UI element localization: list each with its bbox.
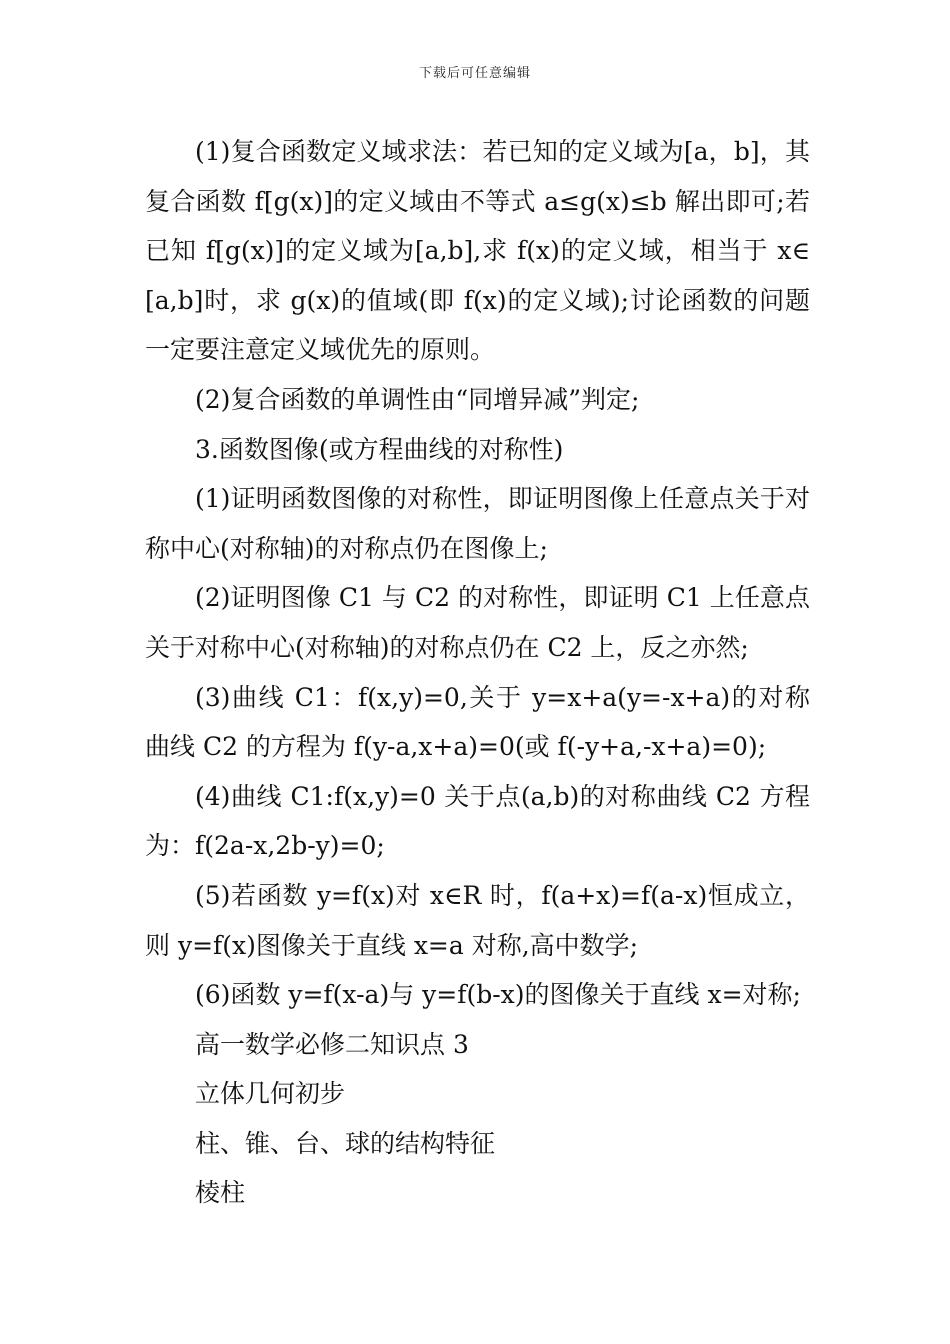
paragraph-composite-domain: (1)复合函数定义域求法：若已知的定义域为[a，b]，其复合函数 f[g(x)]的定义域由不等式 a≤g(x)≤b 解出即可;若已知 f[g(x)]的定义域为[a,b],求 f(x)的定义域，相当于 x∈[a,b]时，求 g(x)的值域(即 f(x)的定义域);讨论函数的问题一定要注意定义域优先的原则。	[145, 137, 810, 365]
paragraph-symmetry-6: (6)函数 y=f(x-a)与 y=f(b-x)的图像关于直线 x=对称;	[195, 980, 801, 1010]
section-heading-prism: 棱柱	[195, 1178, 246, 1208]
paragraph-composite-monotonicity: (2)复合函数的单调性由“同增异减”判定;	[195, 384, 640, 414]
paragraph-symmetry-4: (4)曲线 C1:f(x,y)=0 关于点(a,b)的对称曲线 C2 方程为：f(2a-x,2b-y)=0;	[145, 781, 810, 861]
paragraph-symmetry-2: (2)证明图像 C1 与 C2 的对称性，即证明 C1 上任意点关于对称中心(对称轴)的对称点仍在 C2 上，反之亦然;	[145, 583, 810, 662]
paragraph-symmetry-heading: 3.函数图像(或方程曲线的对称性)	[195, 434, 564, 464]
document-body	[145, 127, 810, 1218]
section-heading-solid-geometry: 立体几何初步	[195, 1079, 346, 1109]
section-heading-structure: 柱、锥、台、球的结构特征	[195, 1128, 496, 1158]
paragraph-symmetry-5: (5)若函数 y=f(x)对 x∈R 时，f(a+x)=f(a-x)恒成立，则 y=f(x)图像关于直线 x=a 对称,高中数学;	[145, 880, 810, 960]
paragraph-symmetry-1: (1)证明函数图像的对称性，即证明图像上任意点关于对称中心(对称轴)的对称点仍在图像上;	[145, 484, 810, 563]
page-header: 下载后可任意编辑	[418, 66, 531, 81]
paragraph-symmetry-3: (3)曲线 C1：f(x,y)=0,关于 y=x+a(y=-x+a)的对称曲线 C2 的方程为 f(y-a,x+a)=0(或 f(-y+a,-x+a)=0);	[145, 682, 810, 762]
section-heading-knowledge-3: 高一数学必修二知识点 3	[195, 1029, 469, 1059]
